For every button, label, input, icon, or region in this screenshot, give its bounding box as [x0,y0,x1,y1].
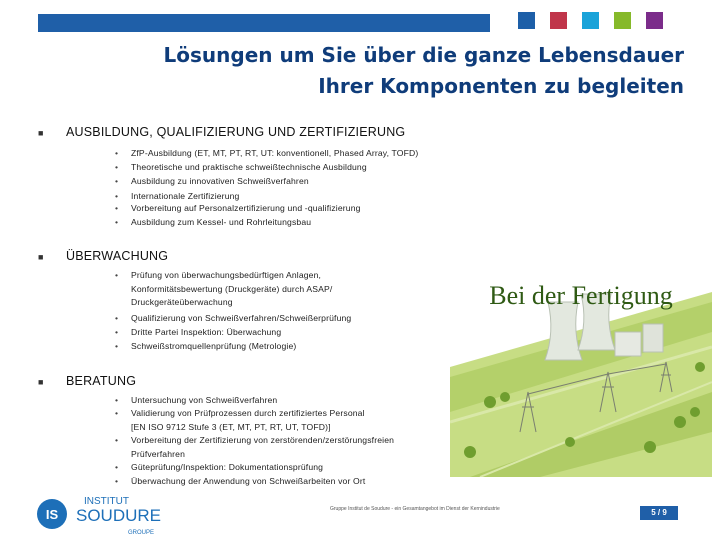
list-item: • Validierung von Prüfprozessen durch zertifiziertes Personal [EN ISO 9712 Stufe 3 (ET, MT, PT, RT, UT, TOFD)] [115,408,365,432]
list-item: • Internationale Zertifizierung [131,190,240,204]
bullet-icon: • [115,203,119,213]
bullet-icon: • [115,191,119,201]
bullet-icon: • [115,313,119,323]
bullet-icon: • [115,435,119,445]
svg-text:INSTITUT: INSTITUT [84,496,129,507]
section-bullet: ■ [38,377,44,387]
section-bullet: ■ [38,252,44,262]
list-item: • Schweißstromquellenprüfung (Metrologie) [131,340,296,354]
section-heading-ueberwachung: ÜBERWACHUNG [66,249,169,263]
list-item: • Prüfung von überwachungsbedürftigen Anlagen, Konformitätsbewertung (Druckgeräte) durch ASAP/ Druckgeräteüberwachung [115,270,333,307]
section-bullet: ■ [38,128,44,138]
color-square-cyan [582,12,599,29]
footer-text: Gruppe Institut de Soudure - ein Gesamtangebot im Dienst der Kernindustrie [330,506,500,512]
page-title [44,40,684,102]
list-item: • Ausbildung zum Kessel- und Rohrleitungsbau [131,216,311,230]
title-line-1: Lösungen um Sie über die ganze Lebensdauer [163,43,684,67]
list-item: • Güteprüfung/Inspektion: Dokumentationsprüfung [131,461,323,475]
bullet-icon: • [115,176,119,186]
list-item: • Vorbereitung auf Personalzertifizierung und -qualifizierung [131,202,361,216]
bullet-icon: • [115,327,119,337]
svg-text:GROUPE: GROUPE [128,530,155,536]
list-item: • ZfP-Ausbildung (ET, MT, PT, RT, UT: konventionell, Phased Array, TOFD) [131,147,418,161]
svg-text:IS: IS [45,507,59,522]
list-item: • Vorbereitung der Zertifizierung von zerstörenden/zerstörungsfreien Prüfverfahren [115,435,395,459]
color-square-purple [646,12,663,29]
institut-de-soudure-logo [36,492,176,536]
color-square-blue [518,12,535,29]
bullet-icon: • [115,162,119,172]
bullet-icon: • [115,408,119,418]
color-square-green [614,12,631,29]
color-square-red [550,12,567,29]
list-item: • Theoretische und praktische schweißtechnische Ausbildung [131,161,367,175]
list-item: • Überwachung der Anwendung von Schweißarbeiten vor Ort [131,475,365,489]
bullet-icon: • [115,462,119,472]
svg-text:SOUDURE: SOUDURE [76,506,162,525]
list-item: • Dritte Partei Inspektion: Überwachung [131,326,281,340]
header-bar [38,14,490,32]
bullet-icon: • [115,270,119,280]
section-heading-beratung: BERATUNG [66,374,137,388]
list-item: • Ausbildung zu innovativen Schweißverfahren [131,175,309,189]
list-item: • Untersuchung von Schweißverfahren [131,394,277,408]
bullet-icon: • [115,148,119,158]
photo-caption: Bei der Fertigung [489,281,673,310]
bullet-icon: • [115,476,119,486]
title-line-2: Ihrer Komponenten zu begleiten [318,74,684,98]
page-number: 5 / 9 [640,506,678,520]
bullet-icon: • [115,341,119,351]
section-heading-ausbildung: AUSBILDUNG, QUALIFIZIERUNG UND ZERTIFIZIERUNG [66,125,406,139]
list-item: • Qualifizierung von Schweißverfahren/Schweißerprüfung [131,312,351,326]
bullet-icon: • [115,395,119,405]
bullet-icon: • [115,217,119,227]
